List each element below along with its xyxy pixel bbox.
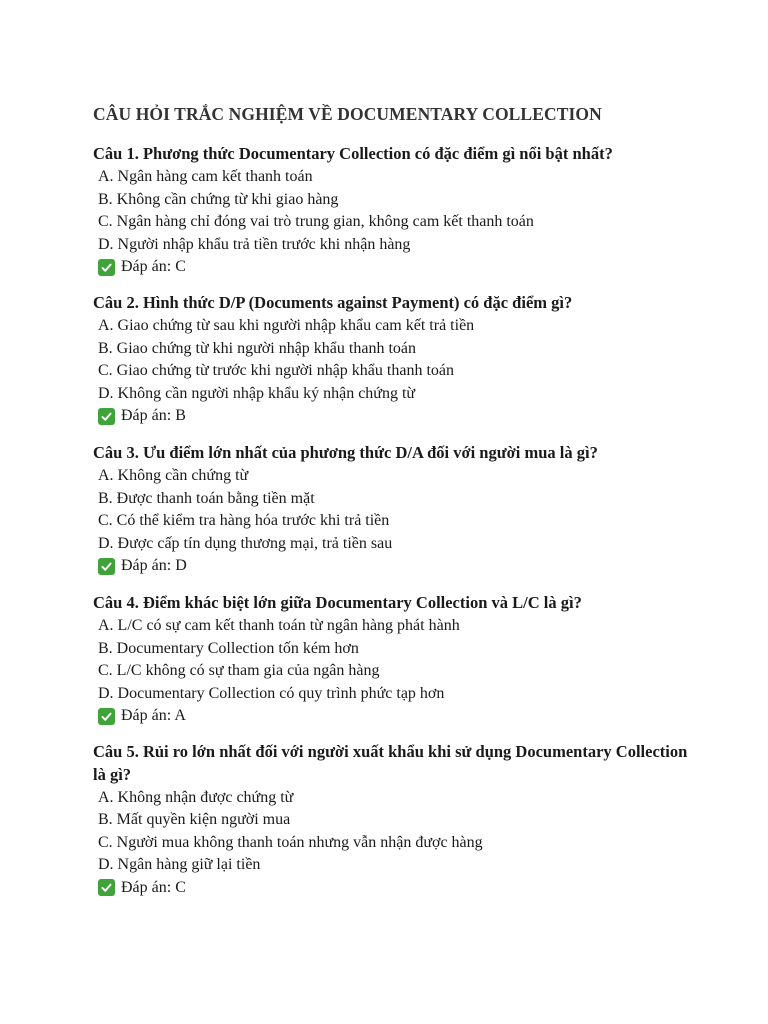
option-d: D. Documentary Collection có quy trình phức tạp hơn <box>98 684 445 702</box>
option-c: C. Người mua không thanh toán nhưng vẫn nhận được hàng <box>98 833 483 851</box>
option-d: D. Người nhập khẩu trả tiền trước khi nhận hàng <box>98 235 411 253</box>
option-a: A. Ngân hàng cam kết thanh toán <box>98 168 313 185</box>
question-4 <box>93 592 693 728</box>
question-text: Câu 4. Điểm khác biệt lớn giữa Documentary Collection và L/C là gì? <box>93 593 582 612</box>
question-1 <box>93 143 693 279</box>
answer-line <box>93 555 693 578</box>
answer-line <box>93 705 693 728</box>
option-b: B. Giao chứng từ khi người nhập khẩu thanh toán <box>98 339 416 357</box>
option-a: A. Không nhận được chứng từ <box>98 788 294 806</box>
option-b: B. Không cần chứng từ khi giao hàng <box>98 190 339 208</box>
question-2 <box>93 292 693 428</box>
check-mark-icon <box>98 259 115 276</box>
answer-text: Đáp án: C <box>121 878 186 896</box>
question-text: Câu 1. Phương thức Documentary Collection có đặc điểm gì nổi bật nhất? <box>93 144 613 163</box>
option-a: A. L/C có sự cam kết thanh toán từ ngân hàng phát hành <box>98 617 460 634</box>
option-c: C. L/C không có sự tham gia của ngân hàng <box>98 662 380 679</box>
option-c: C. Giao chứng từ trước khi người nhập khẩu thanh toán <box>98 362 454 379</box>
document-title: CÂU HỎI TRẮC NGHIỆM VỀ DOCUMENTARY COLLECTION <box>93 104 602 124</box>
check-mark-icon <box>98 408 115 425</box>
option-d: D. Không cần người nhập khẩu ký nhận chứng từ <box>98 384 416 402</box>
check-mark-icon <box>98 708 115 725</box>
question-3 <box>93 442 693 578</box>
option-c: C. Có thể kiểm tra hàng hóa trước khi trả tiền <box>98 512 390 529</box>
answer-line <box>93 256 693 279</box>
answer-text: Đáp án: C <box>121 258 186 275</box>
option-d: D. Ngân hàng giữ lại tiền <box>98 856 261 873</box>
answer-text: Đáp án: A <box>121 707 186 724</box>
option-b: B. Mất quyền kiện người mua <box>98 811 291 828</box>
option-a: A. Không cần chứng từ <box>98 467 249 484</box>
answer-text: Đáp án: D <box>121 557 187 574</box>
option-b: B. Được thanh toán bằng tiền mặt <box>98 489 315 507</box>
answer-text: Đáp án: B <box>121 407 186 424</box>
option-b: B. Documentary Collection tốn kém hơn <box>98 639 359 657</box>
question-text: Câu 5. Rủi ro lớn nhất đối với người xuất khẩu khi sử dụng Documentary Collection là gì? <box>93 742 688 784</box>
answer-line <box>93 877 693 900</box>
question-text: Câu 2. Hình thức D/P (Documents against Payment) có đặc điểm gì? <box>93 293 573 312</box>
question-5 <box>93 741 693 899</box>
question-text: Câu 3. Ưu điểm lớn nhất của phương thức D/A đối với người mua là gì? <box>93 443 598 462</box>
check-mark-icon <box>98 558 115 575</box>
answer-line <box>93 405 693 428</box>
check-mark-icon <box>98 879 115 896</box>
option-a: A. Giao chứng từ sau khi người nhập khẩu cam kết trả tiền <box>98 317 475 334</box>
option-c: C. Ngân hàng chỉ đóng vai trò trung gian, không cam kết thanh toán <box>98 213 534 230</box>
option-d: D. Được cấp tín dụng thương mại, trả tiền sau <box>98 534 393 552</box>
